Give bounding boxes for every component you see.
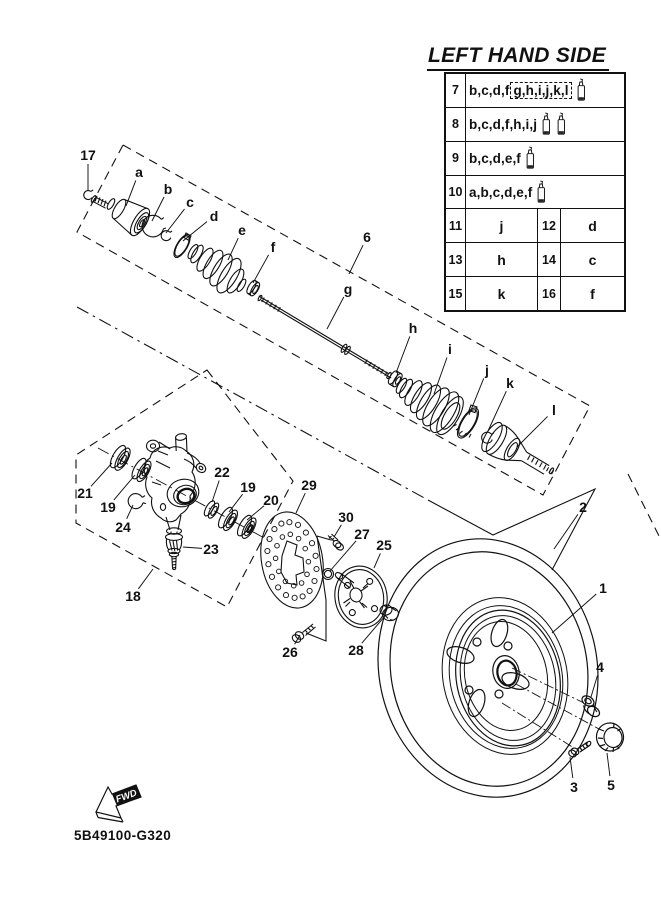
- leader-line-29: [296, 493, 305, 513]
- table-row: [446, 74, 624, 107]
- part-label-l: l: [552, 402, 556, 418]
- row-number: 9: [446, 142, 466, 175]
- leader-line-3: [570, 757, 573, 778]
- part-label-21: 21: [77, 485, 93, 501]
- part-label-17: 17: [80, 147, 96, 163]
- boxed-letters: g,h,i,j,k,l: [510, 82, 571, 99]
- part-label-j: j: [485, 362, 489, 378]
- part-label-d: d: [209, 208, 219, 224]
- leader-line-c: [166, 209, 185, 233]
- row-letter: c: [588, 251, 597, 268]
- row-letter: k: [497, 285, 506, 302]
- grease-tube-icon: [575, 78, 587, 103]
- part-label-2: 2: [579, 499, 587, 515]
- leader-line-g: [327, 297, 344, 329]
- row-letters: b,c,d,f,h,i,j: [466, 108, 624, 141]
- table-row: [446, 276, 624, 310]
- row-number: 15: [446, 277, 466, 310]
- grease-tube-icon: [540, 112, 552, 137]
- leader-line-l: [517, 416, 548, 447]
- parts-table: [444, 72, 626, 312]
- row-number: 10: [446, 176, 466, 209]
- part-number: 5B49100-G320: [74, 828, 172, 843]
- row-number: 14: [537, 243, 561, 276]
- part-label-6: 6: [363, 229, 371, 245]
- table-row: [446, 242, 624, 276]
- part-label-1: 1: [599, 580, 607, 596]
- part-label-e: e: [238, 222, 246, 238]
- part-label-c: c: [186, 194, 194, 210]
- row-number: 7: [446, 74, 466, 107]
- wheel-and-tire: [354, 518, 625, 818]
- part-label-23: 23: [203, 541, 219, 557]
- part-label-19b: 19: [240, 479, 256, 495]
- row-number: 12: [537, 209, 561, 242]
- part-label-18: 18: [125, 588, 141, 604]
- part-label-26: 26: [282, 644, 298, 660]
- row-letters: a,b,c,d,e,f: [466, 176, 624, 209]
- part-label-k: k: [506, 375, 514, 391]
- part-label-3: 3: [570, 779, 578, 795]
- row-letter: d: [588, 217, 597, 234]
- leader-line-24: [127, 505, 133, 519]
- part-label-b: b: [163, 181, 173, 197]
- leader-line-h: [396, 336, 410, 373]
- cv-outer-boot: [394, 377, 494, 443]
- leader-line-b: [152, 197, 164, 221]
- table-row: [446, 107, 624, 141]
- cv-inner-joint: [84, 190, 262, 297]
- row-number: 8: [446, 108, 466, 141]
- leader-line-30: [334, 525, 341, 537]
- leader-line-6: [349, 245, 363, 274]
- row-number: 11: [446, 209, 466, 242]
- part-label-5: 5: [607, 777, 615, 793]
- leader-line-18: [138, 569, 153, 589]
- table-row: [446, 208, 624, 242]
- part-label-i: i: [448, 341, 452, 357]
- row-number: 13: [446, 243, 466, 276]
- fwd-arrow: [96, 785, 141, 822]
- steering-knuckle: [144, 433, 207, 534]
- ball-joint: [166, 532, 183, 570]
- fwd-label: FWD: [114, 787, 139, 806]
- row-letter: f: [590, 285, 595, 302]
- part-label-25: 25: [376, 537, 392, 553]
- leader-line-f: [253, 255, 269, 283]
- table-row: [446, 141, 624, 175]
- part-label-4: 4: [596, 659, 604, 675]
- part-label-a: a: [135, 164, 143, 180]
- part-label-19a: 19: [100, 499, 116, 515]
- grease-tube-icon: [524, 146, 536, 171]
- row-number: 16: [537, 277, 561, 310]
- grease-tube-icon: [535, 180, 547, 205]
- leader-line-d: [183, 222, 207, 241]
- brake-disc: [254, 507, 331, 613]
- grease-tube-icon: [555, 112, 567, 137]
- leader-line-21: [91, 463, 112, 486]
- part-label-29: 29: [301, 477, 317, 493]
- part-label-20: 20: [263, 492, 279, 508]
- part-label-28: 28: [348, 642, 364, 658]
- row-letter: j: [499, 217, 504, 234]
- leader-line-e: [228, 238, 238, 260]
- leader-line-19b: [229, 494, 243, 512]
- part-label-h: h: [408, 320, 418, 336]
- table-row: [446, 175, 624, 209]
- page-title: LEFT HAND SIDE: [427, 44, 609, 71]
- leader-line-19a: [114, 475, 135, 500]
- axle-shaft: [257, 295, 404, 388]
- part-label-27: 27: [354, 526, 370, 542]
- leader-line-28: [362, 616, 385, 643]
- part-label-f: f: [270, 239, 276, 255]
- leader-line-22: [212, 481, 219, 503]
- leader-line-20: [247, 506, 264, 520]
- row-letters: b,c,d,e,f: [466, 142, 624, 175]
- part-label-22: 22: [214, 464, 230, 480]
- leader-line-25: [374, 553, 380, 568]
- part-label-24: 24: [115, 519, 131, 535]
- leader-line-4: [591, 676, 597, 697]
- row-letters: b,c,d,f g,h,i,j,k,l: [466, 74, 624, 107]
- leader-line-23: [183, 547, 202, 548]
- part-label-g: g: [343, 281, 353, 297]
- row-letter: h: [497, 251, 506, 268]
- part-label-30: 30: [338, 509, 354, 525]
- leader-line-5: [607, 753, 610, 776]
